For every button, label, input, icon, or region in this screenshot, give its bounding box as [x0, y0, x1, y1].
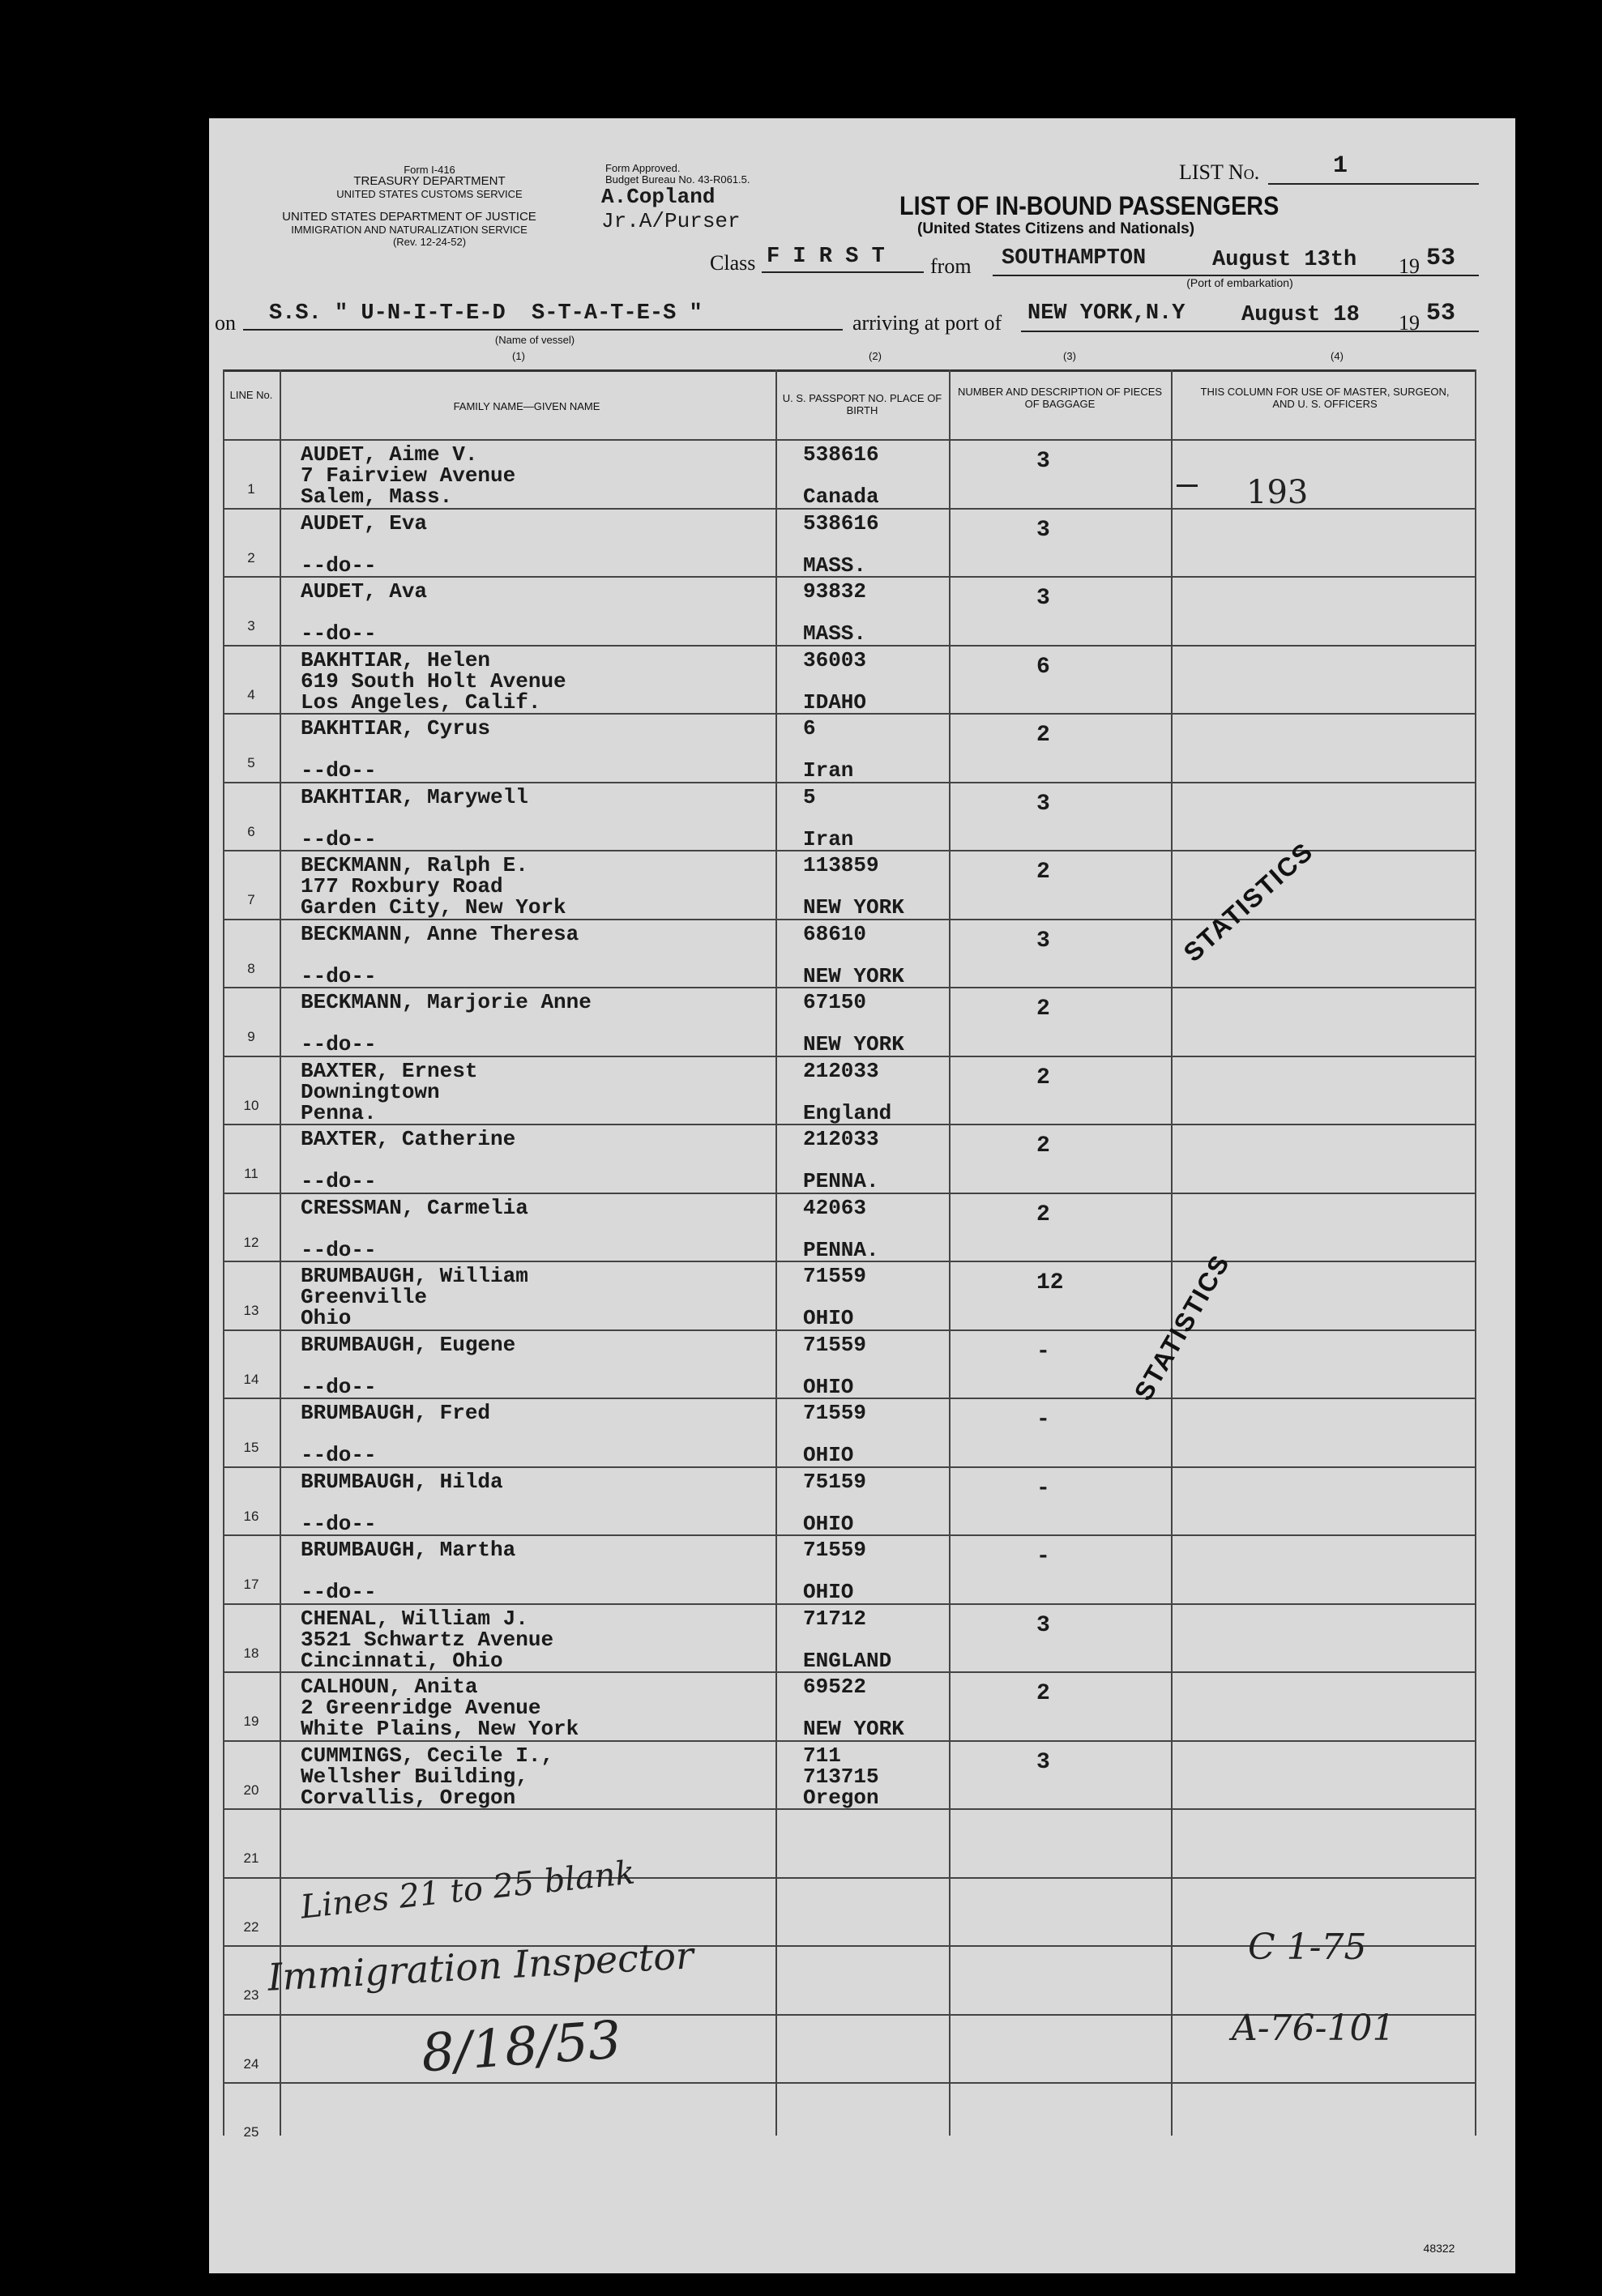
line-number: 15	[243, 1440, 259, 1455]
baggage-count: 3	[1036, 791, 1050, 817]
passenger-name: CALHOUN, Anita	[301, 1675, 478, 1699]
table-row	[223, 1740, 1476, 1809]
class-label: Class	[710, 251, 756, 275]
place-of-birth: IDAHO	[803, 689, 867, 715]
arrival-date: August 18	[1241, 303, 1360, 327]
passenger-name: BECKMANN, Ralph E.	[301, 853, 528, 877]
place-of-birth: OHIO	[803, 1443, 854, 1467]
binder-hole	[142, 1507, 186, 1551]
arriving-label: arriving at port of	[852, 311, 1002, 335]
baggage-count: 2	[1036, 996, 1050, 1022]
baggage-count: 2	[1036, 860, 1050, 885]
line-number: 19	[243, 1713, 259, 1729]
place-of-birth: Iran	[803, 758, 854, 783]
baggage-count: 3	[1036, 1612, 1050, 1638]
passenger-address: 619 South Holt Avenue	[301, 668, 566, 693]
budget-bureau: Budget Bureau No. 43-R061.5.	[605, 173, 750, 186]
passport-number: 68610	[803, 921, 867, 946]
line-number: 22	[243, 1918, 259, 1935]
statistics-stamp: STATISTICS	[1177, 836, 1319, 968]
line-number: 7	[247, 892, 255, 907]
binder-hole	[91, 1102, 135, 1146]
baggage-count: 6	[1036, 654, 1050, 680]
line-number: 12	[243, 1234, 259, 1250]
passenger-name: BAKHTIAR, Marywell	[301, 784, 528, 809]
table-row	[223, 1534, 1476, 1603]
passenger-name: AUDET, Eva	[301, 510, 428, 536]
baggage-count: 3	[1036, 928, 1050, 954]
header-passport: U. S. PASSPORT NO. PLACE OF BIRTH	[782, 392, 942, 416]
passenger-address-2: White Plains, New York	[301, 1717, 579, 1741]
passport-number: 113859	[803, 853, 879, 877]
line-number: 16	[243, 1508, 259, 1524]
table-row	[223, 2082, 1476, 2151]
passport-number: 67150	[803, 990, 867, 1014]
passenger-address-2: Salem, Mass.	[301, 484, 453, 509]
embark-year-prefix: 19	[1399, 254, 1420, 278]
passenger-address-2: --do--	[301, 1169, 377, 1193]
table-row	[223, 1056, 1476, 1125]
place-of-birth: NEW YORK	[803, 1717, 904, 1741]
ins-service: IMMIGRATION AND NATURALIZATION SERVICE	[291, 224, 528, 236]
table-row	[223, 782, 1476, 851]
place-of-birth: ENGLAND	[803, 1648, 892, 1673]
count-dash	[1177, 484, 1198, 487]
embark-note: (Port of embarkation)	[1186, 276, 1293, 289]
document-subtitle: (United States Citizens and Nationals)	[917, 220, 1195, 237]
table-row	[223, 1466, 1476, 1535]
passport-number: 538616	[803, 442, 879, 467]
baggage-count: 3	[1036, 586, 1050, 611]
line-number: 10	[243, 1097, 259, 1113]
passenger-address-2: Corvallis, Oregon	[301, 1785, 516, 1810]
passenger-address: Wellsher Building,	[301, 1764, 528, 1789]
line-number: 13	[243, 1303, 259, 1318]
binder-hole	[91, 1944, 135, 1988]
passport-number: 538616	[803, 510, 879, 536]
passenger-address: 2 Greenridge Avenue	[301, 1696, 541, 1720]
vessel-note: (Name of vessel)	[494, 334, 575, 346]
baggage-count: 3	[1036, 1749, 1050, 1775]
table-row	[223, 645, 1476, 714]
passenger-name: BAKHTIAR, Helen	[301, 647, 491, 672]
form-code: 48322	[1423, 2242, 1455, 2255]
place-of-birth: NEW YORK	[803, 895, 904, 920]
passenger-address-2: --do--	[301, 1580, 377, 1604]
treasury-dept: TREASURY DEPARTMENT	[353, 174, 506, 188]
table-row	[223, 1193, 1476, 1261]
baggage-count: 2	[1036, 723, 1050, 748]
document-title: LIST OF IN-BOUND PASSENGERS	[899, 191, 1279, 220]
on-label: on	[215, 311, 236, 335]
embark-date: August 13th	[1212, 248, 1357, 272]
header-baggage: NUMBER AND DESCRIPTION OF PIECES OF BAGGAGE	[957, 386, 1163, 410]
table-row	[223, 919, 1476, 988]
col-num-1: (1)	[512, 350, 525, 362]
place-of-birth: MASS.	[803, 621, 867, 646]
table-row	[223, 1124, 1476, 1193]
passenger-name: BRUMBAUGH, Eugene	[301, 1332, 516, 1357]
passenger-address-2: --do--	[301, 758, 377, 783]
place-of-birth: OHIO	[803, 1306, 854, 1330]
baggage-count: -	[1036, 1475, 1050, 1501]
passport-number: 71559	[803, 1538, 867, 1562]
passenger-name: BAXTER, Catherine	[301, 1127, 516, 1151]
file-code-2: A-76-101	[1232, 2008, 1395, 2049]
passport-number: 36003	[803, 647, 867, 672]
baggage-count: 2	[1036, 1065, 1050, 1090]
passenger-address: Downingtown	[301, 1079, 440, 1104]
place-of-birth: OHIO	[803, 1580, 854, 1604]
baggage-count: -	[1036, 1544, 1050, 1569]
binder-hole	[142, 790, 186, 834]
arrival-year-prefix: 19	[1399, 311, 1420, 335]
handwritten-note: Lines 21 to 25 blank	[298, 1854, 637, 1927]
form-number: Form I-416	[404, 164, 455, 176]
line-number: 25	[243, 2124, 259, 2140]
table-row	[223, 1603, 1476, 1672]
passenger-address-2: Ohio	[301, 1306, 352, 1330]
passenger-address: 7 Fairview Avenue	[301, 463, 516, 488]
passport-number: 93832	[803, 579, 867, 604]
line-number: 6	[247, 823, 255, 839]
from-label: from	[930, 254, 972, 278]
line-number: 17	[243, 1577, 259, 1592]
place-of-birth: NEW YORK	[803, 963, 904, 988]
passenger-name: BECKMANN, Marjorie Anne	[301, 990, 592, 1014]
passenger-name: AUDET, Ava	[301, 579, 428, 604]
line-number: 20	[243, 1782, 259, 1798]
line-number: 24	[243, 2055, 259, 2072]
baggage-count: 12	[1036, 1270, 1064, 1295]
form-revision: (Rev. 12-24-52)	[392, 236, 467, 248]
baggage-count: 2	[1036, 1681, 1050, 1706]
place-of-birth: NEW YORK	[803, 1032, 904, 1056]
place-of-birth: England	[803, 1100, 892, 1125]
vessel-name: S.S. " U-N-I-T-E-D S-T-A-T-E-S "	[269, 301, 703, 326]
line-number: 1	[247, 481, 255, 497]
passenger-address-2: Penna.	[301, 1100, 377, 1125]
passenger-address-2: Cincinnati, Ohio	[301, 1648, 503, 1673]
passenger-address: 3521 Schwartz Avenue	[301, 1627, 554, 1652]
passenger-address-2: --do--	[301, 1237, 377, 1262]
list-number: 1	[1333, 152, 1348, 180]
passport-number: 6	[803, 716, 816, 740]
place-of-birth: OHIO	[803, 1511, 854, 1536]
passenger-name: BAXTER, Ernest	[301, 1058, 478, 1083]
passenger-address: Greenville	[301, 1285, 428, 1309]
table-row	[223, 1398, 1476, 1466]
line-number: 14	[243, 1371, 259, 1387]
line-number: 5	[247, 755, 255, 770]
binder-hole	[142, 1377, 186, 1421]
line-number: 18	[243, 1645, 259, 1661]
passenger-table	[223, 369, 1476, 2140]
inspector-signature: Immigration Inspector	[266, 1933, 695, 1999]
passenger-name: BRUMBAUGH, Fred	[301, 1401, 491, 1425]
passport-number: 212033	[803, 1058, 879, 1083]
passenger-name: BAKHTIAR, Cyrus	[301, 716, 491, 740]
purser-title: Jr.A/Purser	[601, 209, 741, 233]
passenger-address: 177 Roxbury Road	[301, 874, 503, 898]
passenger-address-2: --do--	[301, 1374, 377, 1399]
passenger-count: 193	[1246, 474, 1309, 511]
passenger-name: CHENAL, William J.	[301, 1606, 528, 1631]
baggage-count: -	[1036, 1338, 1050, 1364]
header-name: FAMILY NAME—GIVEN NAME	[453, 400, 600, 412]
passport-number: 212033	[803, 1127, 879, 1151]
line-number: 21	[243, 1850, 259, 1866]
place-of-birth: PENNA.	[803, 1169, 879, 1193]
place-of-birth: Canada	[803, 484, 879, 509]
col-num-2: (2)	[869, 350, 882, 362]
embark-year: 53	[1426, 245, 1456, 272]
baggage-count: 2	[1036, 1201, 1050, 1227]
passport-number: 71559	[803, 1332, 867, 1357]
passenger-address-2: --do--	[301, 621, 377, 646]
class-value: F I R S T	[767, 245, 885, 269]
passport-number: 71559	[803, 1264, 867, 1288]
table-row	[223, 1261, 1476, 1329]
col-num-4: (4)	[1331, 350, 1344, 362]
line-number: 8	[247, 960, 255, 976]
arrival-port: NEW YORK,N.Y	[1027, 301, 1185, 326]
passenger-name: BECKMANN, Anne Theresa	[301, 921, 579, 946]
purser-name: A.Copland	[601, 185, 716, 209]
passenger-address-2: --do--	[301, 1443, 377, 1467]
passport-number: 69522	[803, 1675, 867, 1699]
col-num-3: (3)	[1063, 350, 1076, 362]
passenger-name: BRUMBAUGH, Martha	[301, 1538, 516, 1562]
line-number: 2	[247, 549, 255, 565]
line-number: 4	[247, 686, 255, 702]
arrival-year: 53	[1426, 300, 1456, 327]
place-of-birth: Oregon	[803, 1785, 879, 1810]
table-row	[223, 1808, 1476, 1877]
file-code-1: C 1-75	[1248, 1927, 1367, 1968]
table-row	[223, 576, 1476, 645]
passenger-address-2: --do--	[301, 826, 377, 851]
place-of-birth: MASS.	[803, 553, 867, 578]
binder-hole	[91, 267, 135, 311]
signature-date: 8/18/53	[419, 2010, 623, 2085]
passport-number: 711	[803, 1743, 841, 1768]
passenger-name: AUDET, Aime V.	[301, 442, 478, 467]
form-approved: Form Approved.	[605, 162, 681, 174]
place-of-birth: Iran	[803, 826, 854, 851]
baggage-count: -	[1036, 1407, 1050, 1432]
baggage-count: 3	[1036, 517, 1050, 543]
passenger-address-2: Garden City, New York	[301, 895, 566, 920]
header-officers: THIS COLUMN FOR USE OF MASTER, SURGEON, AND U. S. OFFICERS	[1200, 386, 1450, 410]
baggage-count: 3	[1036, 449, 1050, 474]
table-row	[223, 1671, 1476, 1740]
justice-dept: UNITED STATES DEPARTMENT OF JUSTICE	[282, 210, 536, 224]
table-row	[223, 713, 1476, 782]
passenger-name: BRUMBAUGH, Hilda	[301, 1469, 503, 1494]
passenger-name: CRESSMAN, Carmelia	[301, 1195, 528, 1220]
passenger-address-2: --do--	[301, 1511, 377, 1536]
passenger-address-2: --do--	[301, 1032, 377, 1056]
passport-number-2: 713715	[803, 1764, 879, 1789]
passport-number: 42063	[803, 1195, 867, 1220]
binder-hole	[91, 1993, 135, 2037]
list-no-label: LIST No.	[1179, 160, 1260, 184]
customs-service: UNITED STATES CUSTOMS SERVICE	[336, 188, 523, 200]
passport-number: 71712	[803, 1606, 867, 1631]
binder-hole	[91, 316, 135, 360]
line-number: 9	[247, 1029, 255, 1044]
passenger-address-2: Los Angeles, Calif.	[301, 689, 541, 715]
table-row	[223, 1329, 1476, 1398]
table-row	[223, 987, 1476, 1056]
passenger-name: BRUMBAUGH, William	[301, 1264, 528, 1288]
passenger-address-2: --do--	[301, 553, 377, 578]
embark-port: SOUTHAMPTON	[1002, 246, 1147, 271]
passport-number: 75159	[803, 1469, 867, 1494]
table-row	[223, 508, 1476, 577]
line-number: 11	[244, 1166, 258, 1181]
passport-number: 71559	[803, 1401, 867, 1425]
passport-number: 5	[803, 784, 816, 809]
baggage-count: 2	[1036, 1133, 1050, 1159]
statistics-stamp: STATISTICS	[1128, 1248, 1236, 1406]
line-number: 3	[247, 618, 255, 634]
passenger-address-2: --do--	[301, 963, 377, 988]
passenger-name: CUMMINGS, Cecile I.,	[301, 1743, 554, 1768]
line-number: 23	[243, 1987, 259, 2003]
place-of-birth: OHIO	[803, 1374, 854, 1399]
header-line-no: LINE No.	[229, 389, 273, 401]
binder-hole	[142, 664, 186, 708]
place-of-birth: PENNA.	[803, 1237, 879, 1262]
